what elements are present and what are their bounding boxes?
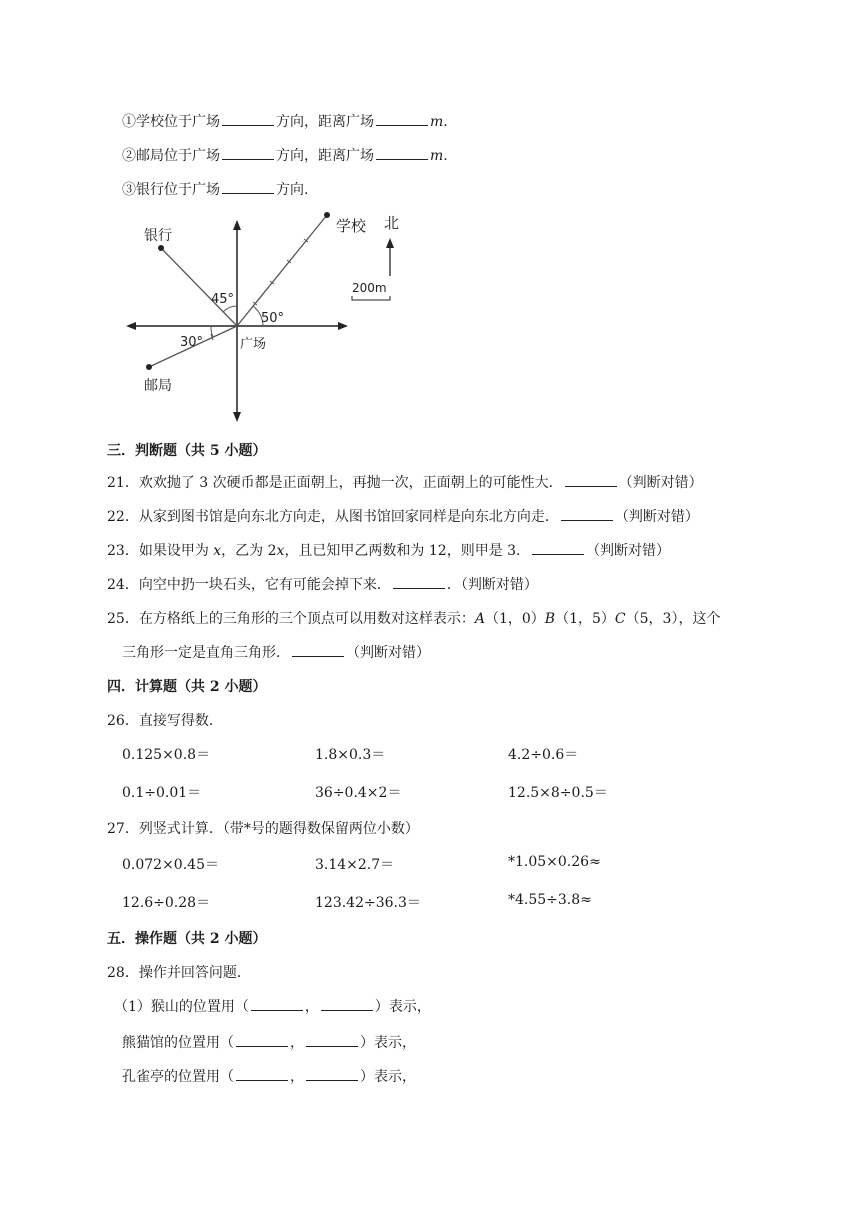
angle-label-post: 30° [180, 335, 204, 350]
answer-blank[interactable] [376, 111, 428, 126]
angle-label-bank: 45° [211, 292, 235, 307]
calc-item: *1.05×0.26≈ [508, 854, 601, 870]
question-text: 熊猫馆的位置用（ [122, 1035, 234, 1051]
question-text: 21．欢欢抛了 3 次硬币都是正面朝上，再抛一次，正面朝上的可能性大． [107, 475, 563, 491]
question-24 [107, 574, 538, 594]
text: . [443, 114, 448, 130]
answer-blank[interactable] [532, 540, 584, 555]
question-text: （1）猴山的位置用（ [114, 999, 249, 1015]
calc-item: 0.125×0.8＝ [122, 747, 211, 763]
text: ②邮局位于广场 [122, 148, 220, 164]
variable: x [276, 543, 285, 559]
text: 方向. [276, 182, 309, 198]
question-28-title: 28．操作并回答问题． [107, 965, 251, 981]
north-label: 北 [384, 214, 400, 232]
calc-item: 12.6÷0.28＝ [122, 895, 211, 911]
calc-item: 36÷0.4×2＝ [315, 785, 402, 801]
text: . [443, 148, 448, 164]
answer-blank[interactable] [222, 179, 274, 194]
answer-blank[interactable] [236, 1032, 288, 1047]
comma: ， [290, 1035, 304, 1051]
question-25-line-2 [122, 642, 430, 662]
question-text: ）表示， [360, 1035, 416, 1051]
q20-line-1 [122, 111, 448, 131]
calc-item: 123.42÷36.3＝ [315, 895, 421, 911]
q20-line-3 [122, 179, 308, 199]
school-label: 学校 [336, 217, 367, 235]
text: ③银行位于广场 [122, 182, 220, 198]
coordinate: （1，0） [484, 611, 545, 627]
question-text: 三角形一定是直角三角形． [122, 645, 290, 661]
bank-label: 银行 [144, 228, 172, 244]
section-5-heading: 五．操作题（共 2 小题） [107, 931, 267, 947]
question-text: 22．从家到图书馆是向东北方向走，从图书馆回家同样是向东北方向走． [107, 509, 559, 525]
question-text: 25．在方格纸上的三角形的三个顶点可以用数对这样表示： [107, 611, 475, 627]
comma: ， [290, 1069, 304, 1085]
square-label: 广场 [240, 337, 267, 352]
text: 方向，距离广场 [276, 148, 374, 164]
answer-blank[interactable] [222, 145, 274, 160]
answer-blank[interactable] [251, 996, 303, 1011]
angle-label-school: 50° [261, 311, 285, 326]
question-text: 孔雀亭的位置用（ [122, 1069, 234, 1085]
unit: m [430, 114, 444, 130]
question-21 [107, 472, 703, 492]
section-3-heading: 三．判断题（共 5 小题） [107, 443, 267, 459]
post-office-label: 邮局 [144, 378, 172, 394]
question-text: ）表示， [374, 999, 431, 1015]
calc-item: *4.55÷3.8≈ [508, 892, 592, 908]
calc-item: 0.1÷0.01＝ [122, 785, 202, 801]
calc-item: 3.14×2.7＝ [315, 857, 395, 873]
answer-blank[interactable] [306, 1066, 358, 1081]
comma: ， [304, 999, 319, 1015]
answer-blank[interactable] [565, 472, 617, 487]
question-25-line-1 [107, 608, 720, 628]
question-28-line-1 [114, 996, 431, 1016]
question-tail: （判断对错） [346, 645, 430, 661]
question-text: 24．向空中扔一块石头，它有可能会掉下来． [107, 577, 391, 593]
question-text: ，乙为 2 [221, 543, 277, 559]
coordinate: （5，3） [625, 611, 679, 627]
calc-item: 0.072×0.45＝ [122, 857, 219, 873]
calc-item: 12.5×8÷0.5＝ [508, 785, 608, 801]
variable: x [213, 543, 222, 559]
calc-item: 1.8×0.3＝ [315, 747, 386, 763]
question-28-line-2 [122, 1032, 416, 1052]
section-4-heading: 四．计算题（共 2 小题） [107, 679, 267, 695]
question-text: ，且已知甲乙两数和为 12，则甲是 3． [284, 543, 531, 559]
direction-figure [122, 206, 402, 426]
question-28-line-3 [122, 1066, 416, 1086]
vertex-label: B [544, 611, 556, 627]
text: ①学校位于广场 [122, 114, 220, 130]
text: 方向，距离广场 [276, 114, 374, 130]
question-23 [107, 540, 670, 560]
question-26-title: 26．直接写得数． [107, 713, 223, 729]
question-tail: ．（判断对错） [446, 577, 538, 593]
question-text: 23．如果设甲为 [107, 543, 214, 559]
unit: m [430, 148, 444, 164]
school-point [324, 212, 330, 218]
bank-point [158, 245, 164, 251]
question-22 [107, 506, 699, 526]
vertex-label: A [474, 611, 485, 627]
question-tail: （判断对错） [618, 475, 703, 491]
answer-blank[interactable] [561, 506, 613, 521]
post-office-point [146, 364, 152, 370]
calc-item: 4.2÷0.6＝ [508, 747, 579, 763]
vertex-label: C [614, 611, 626, 627]
question-27-title: 27．列竖式计算．（带*号的题得数保留两位小数） [107, 821, 419, 837]
answer-blank[interactable] [393, 574, 445, 589]
question-text: ）表示， [360, 1069, 416, 1085]
scale-label: 200m [352, 281, 387, 295]
answer-blank[interactable] [222, 111, 274, 126]
answer-blank[interactable] [306, 1032, 358, 1047]
answer-blank[interactable] [376, 145, 428, 160]
coordinate: （1，5） [555, 611, 615, 627]
q20-line-2 [122, 145, 448, 165]
question-text: ，这个 [678, 611, 721, 627]
answer-blank[interactable] [321, 996, 373, 1011]
answer-blank[interactable] [236, 1066, 288, 1081]
answer-blank[interactable] [292, 642, 344, 657]
question-tail: （判断对错） [586, 543, 671, 559]
question-tail: （判断对错） [614, 509, 699, 525]
